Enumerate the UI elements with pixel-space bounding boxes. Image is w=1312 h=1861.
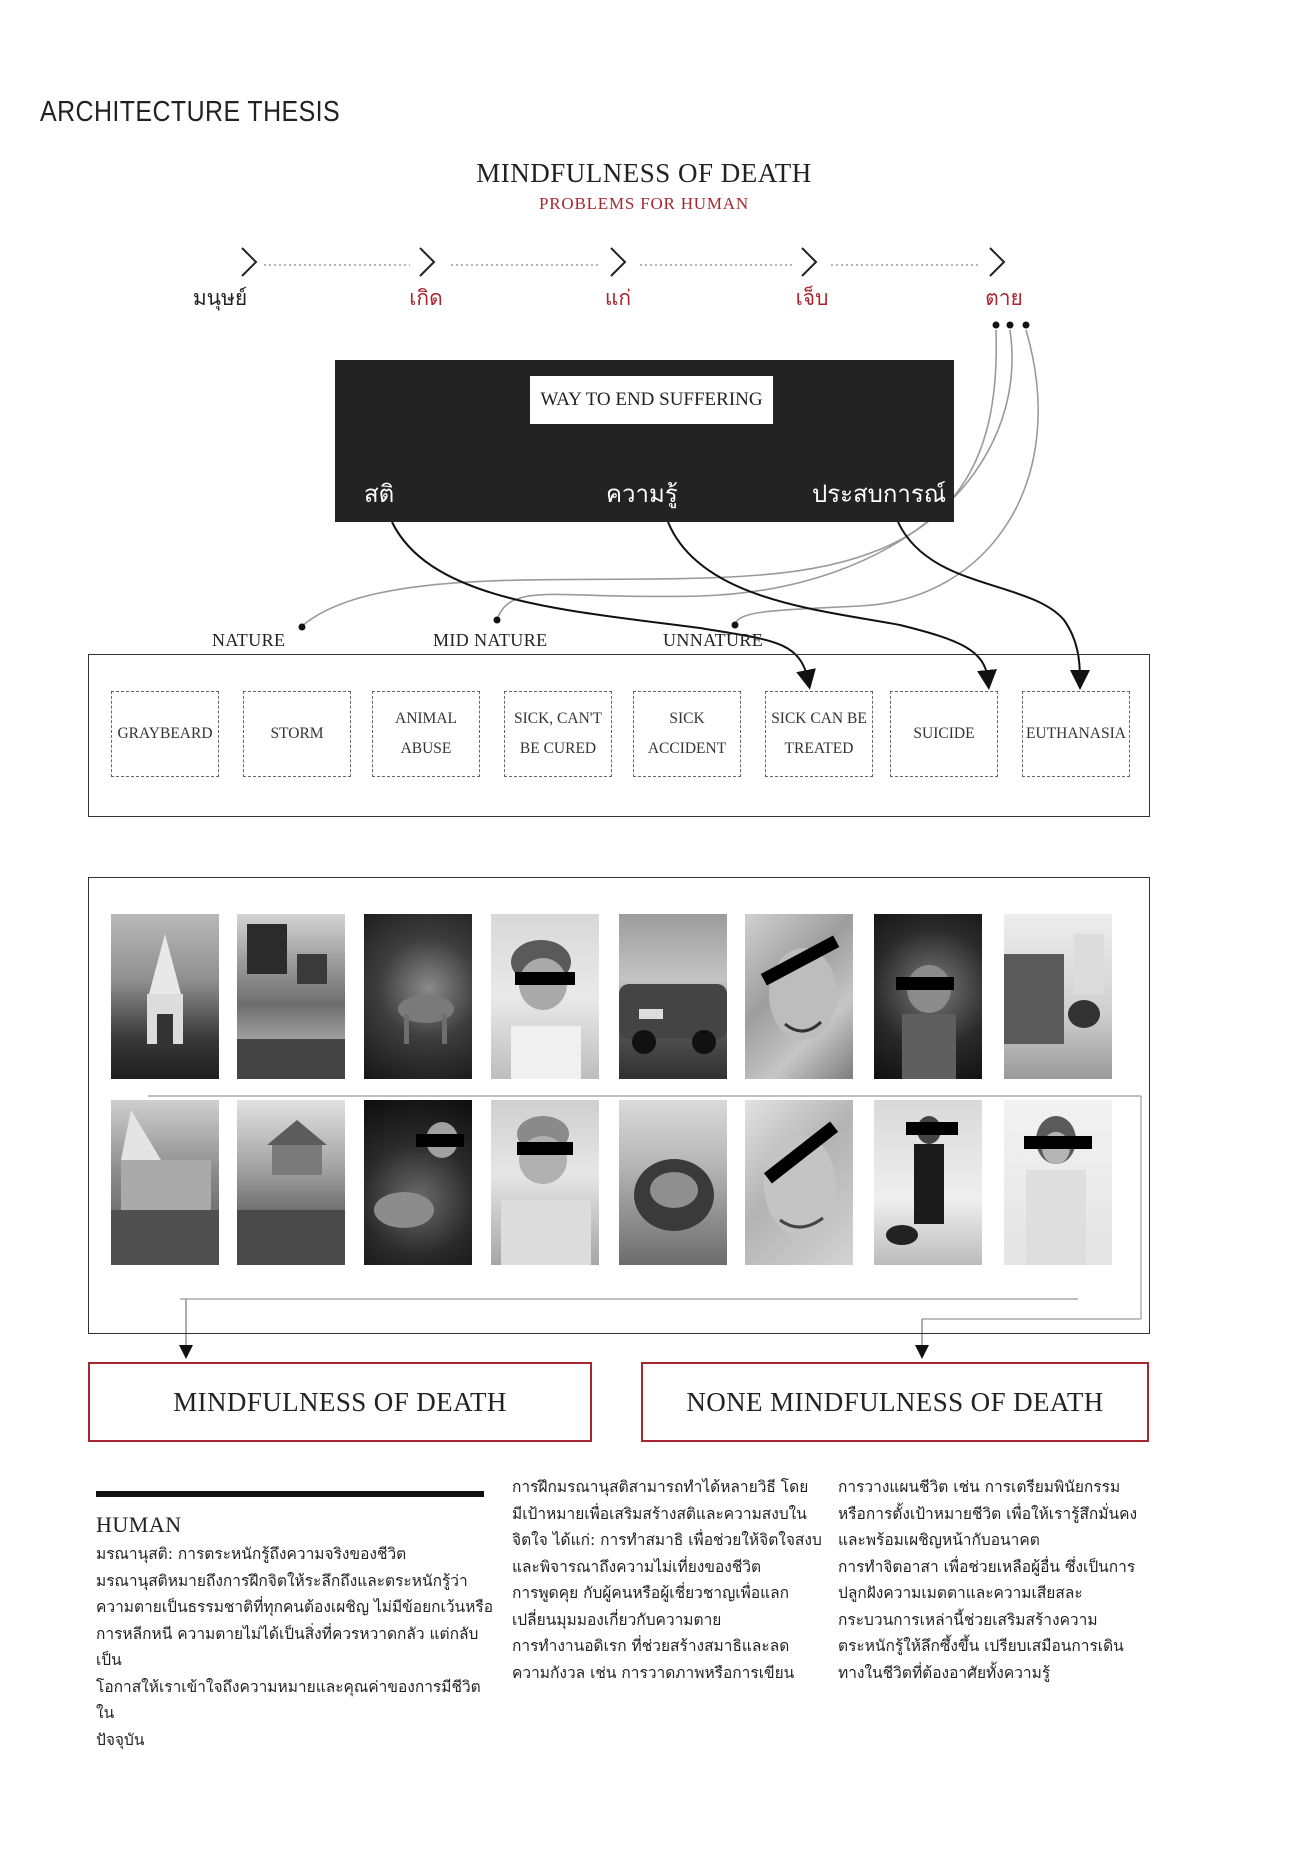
photo-man-with-dog: [874, 1100, 982, 1265]
text-line: การหลีกหนี ความตายไม่ได้เป็นสิ่งที่ควรหวาดกลัว แต่กลับเป็น: [96, 1624, 479, 1669]
case-sick-cant-be-cured: SICK, CAN'T BE CURED: [504, 691, 612, 777]
case-graybeard: GRAYBEARD: [111, 691, 219, 777]
chevron-right-icon: [802, 248, 816, 276]
method-experience: ประสบการณ์: [812, 480, 947, 508]
cases-panel: [88, 654, 1150, 817]
stage-sickness: เจ็บ: [795, 286, 829, 310]
photo-crashed-car: [619, 1100, 727, 1265]
text-line: หรือการตั้งเป้าหมายชีวิต เพื่อให้เรารู้สึกมั่นคง: [838, 1504, 1138, 1523]
category-mid-nature: MID NATURE: [433, 630, 548, 650]
result-mindfulness-of-death: MINDFULNESS OF DEATH: [88, 1362, 592, 1442]
text-line: โอกาสให้เราเข้าใจถึงความหมายและคุณค่าของการมีชีวิตใน: [96, 1677, 481, 1722]
photo-car-accident: [619, 914, 727, 1079]
case-sick-accident: SICK ACCIDENT: [633, 691, 741, 777]
case-storm: STORM: [243, 691, 351, 777]
chevron-right-icon: [990, 248, 1004, 276]
text-column-1: [96, 1541, 496, 1753]
page-subtitle: PROBLEMS FOR HUMAN: [539, 194, 749, 213]
photo-temple-funeral: [111, 1100, 219, 1265]
chevron-right-icon: [611, 248, 625, 276]
photo-sick-person: [491, 914, 599, 1079]
chevron-right-icon: [242, 248, 256, 276]
photo-euthanasia-room: [1004, 914, 1112, 1079]
text-line: มรณานุสติ: การตระหนักรู้ถึงความจริงของชีวิต: [96, 1545, 407, 1563]
stage-aging: แก่: [604, 286, 632, 310]
case-suicide: SUICIDE: [890, 691, 998, 777]
photo-dog-abuse: [364, 1100, 472, 1265]
page-title: MINDFULNESS OF DEATH: [476, 158, 812, 188]
stage-birth: เกิด: [409, 286, 443, 310]
text-column-2: [512, 1474, 830, 1686]
way-to-end-suffering-label: WAY TO END SUFFERING: [530, 376, 773, 424]
case-sick-can-be-treated: SICK CAN BE TREATED: [765, 691, 873, 777]
method-knowledge: ความรู้: [606, 480, 678, 508]
photo-child-knife: [874, 914, 982, 1079]
text-line: การฝึกมรณานุสติสามารถทำได้หลายวิธี โดย: [512, 1478, 809, 1496]
text-line: ปัจจุบัน: [96, 1730, 145, 1749]
human-section-rule: [96, 1491, 484, 1497]
category-dots: [299, 617, 739, 631]
text-line: กระบวนการเหล่านี้ช่วยเสริมสร้างความ: [838, 1610, 1098, 1629]
photo-thumbs-up-man: [1004, 1100, 1112, 1265]
text-line: ความตายเป็นธรรมชาติที่ทุกคนต้องเผชิญ ไม่มีข้อยกเว้นหรือ: [96, 1598, 494, 1616]
header-title: ARCHITECTURE THESIS: [40, 96, 341, 128]
text-line: มีเป้าหมายเพื่อเสริมสร้างสติและความสงบใน: [512, 1504, 807, 1523]
case-euthanasia: EUTHANASIA: [1022, 691, 1130, 777]
case-animal-abuse: ANIMAL ABUSE: [372, 691, 480, 777]
photo-flood: [237, 914, 345, 1079]
text-line: มรณานุสติหมายถึงการฝึกจิตให้ระลึกถึงและตระหนักรู้ว่า: [96, 1571, 468, 1590]
text-line: และพร้อมเผชิญหน้ากับอนาคต: [838, 1531, 1040, 1549]
category-unnature: UNNATURE: [663, 630, 764, 650]
text-line: การทำจิตอาสา เพื่อช่วยเหลือผู้อื่น ซึ่งเป็นการ: [838, 1557, 1136, 1576]
text-line: และพิจารณาถึงความไม่เที่ยงของชีวิต: [512, 1557, 762, 1576]
result-none-mindfulness-of-death: NONE MINDFULNESS OF DEATH: [641, 1362, 1149, 1442]
text-line: ปลูกฝังความเมตตาและความเสียสละ: [838, 1584, 1083, 1602]
text-column-3: [838, 1474, 1156, 1686]
text-line: เปลี่ยนมุมมองเกี่ยวกับความตาย: [512, 1610, 722, 1629]
photo-panel: [88, 877, 1150, 1334]
text-line: ความกังวล เช่น การวาดภาพหรือการเขียน: [512, 1663, 795, 1682]
stage-human: มนุษย์: [192, 286, 248, 310]
photo-laughing-face: [745, 1100, 853, 1265]
chevron-right-icon: [420, 248, 434, 276]
stage-chevrons: [242, 248, 1004, 276]
category-nature: NATURE: [212, 630, 286, 650]
death-dots: [993, 322, 1030, 329]
text-line: จิตใจ ได้แก่: การทำสมาธิ เพื่อช่วยให้จิตใจสงบ: [512, 1531, 822, 1549]
stage-death: ตาย: [985, 286, 1023, 310]
text-line: การทำงานอดิเรก ที่ช่วยสร้างสมาธิและลด: [512, 1637, 790, 1655]
photo-temple: [111, 914, 219, 1079]
text-line: ตระหนักรู้ให้ลึกซึ้งขึ้น เปรียบเสมือนการเดิน: [838, 1637, 1124, 1655]
photo-crying-face: [745, 914, 853, 1079]
photo-sick-smiling: [491, 1100, 599, 1265]
photo-animal: [364, 914, 472, 1079]
text-line: ทางในชีวิตที่ต้องอาศัยทั้งความรู้: [838, 1663, 1051, 1682]
photo-storm-damage: [237, 1100, 345, 1265]
text-line: การพูดคุย กับผู้คนหรือผู้เชี่ยวชาญเพื่อแลก: [512, 1584, 790, 1602]
text-line: การวางแผนชีวิต เช่น การเตรียมพินัยกรรม: [838, 1478, 1121, 1496]
human-section-title: HUMAN: [96, 1512, 182, 1537]
method-mindfulness: สติ: [364, 480, 395, 508]
